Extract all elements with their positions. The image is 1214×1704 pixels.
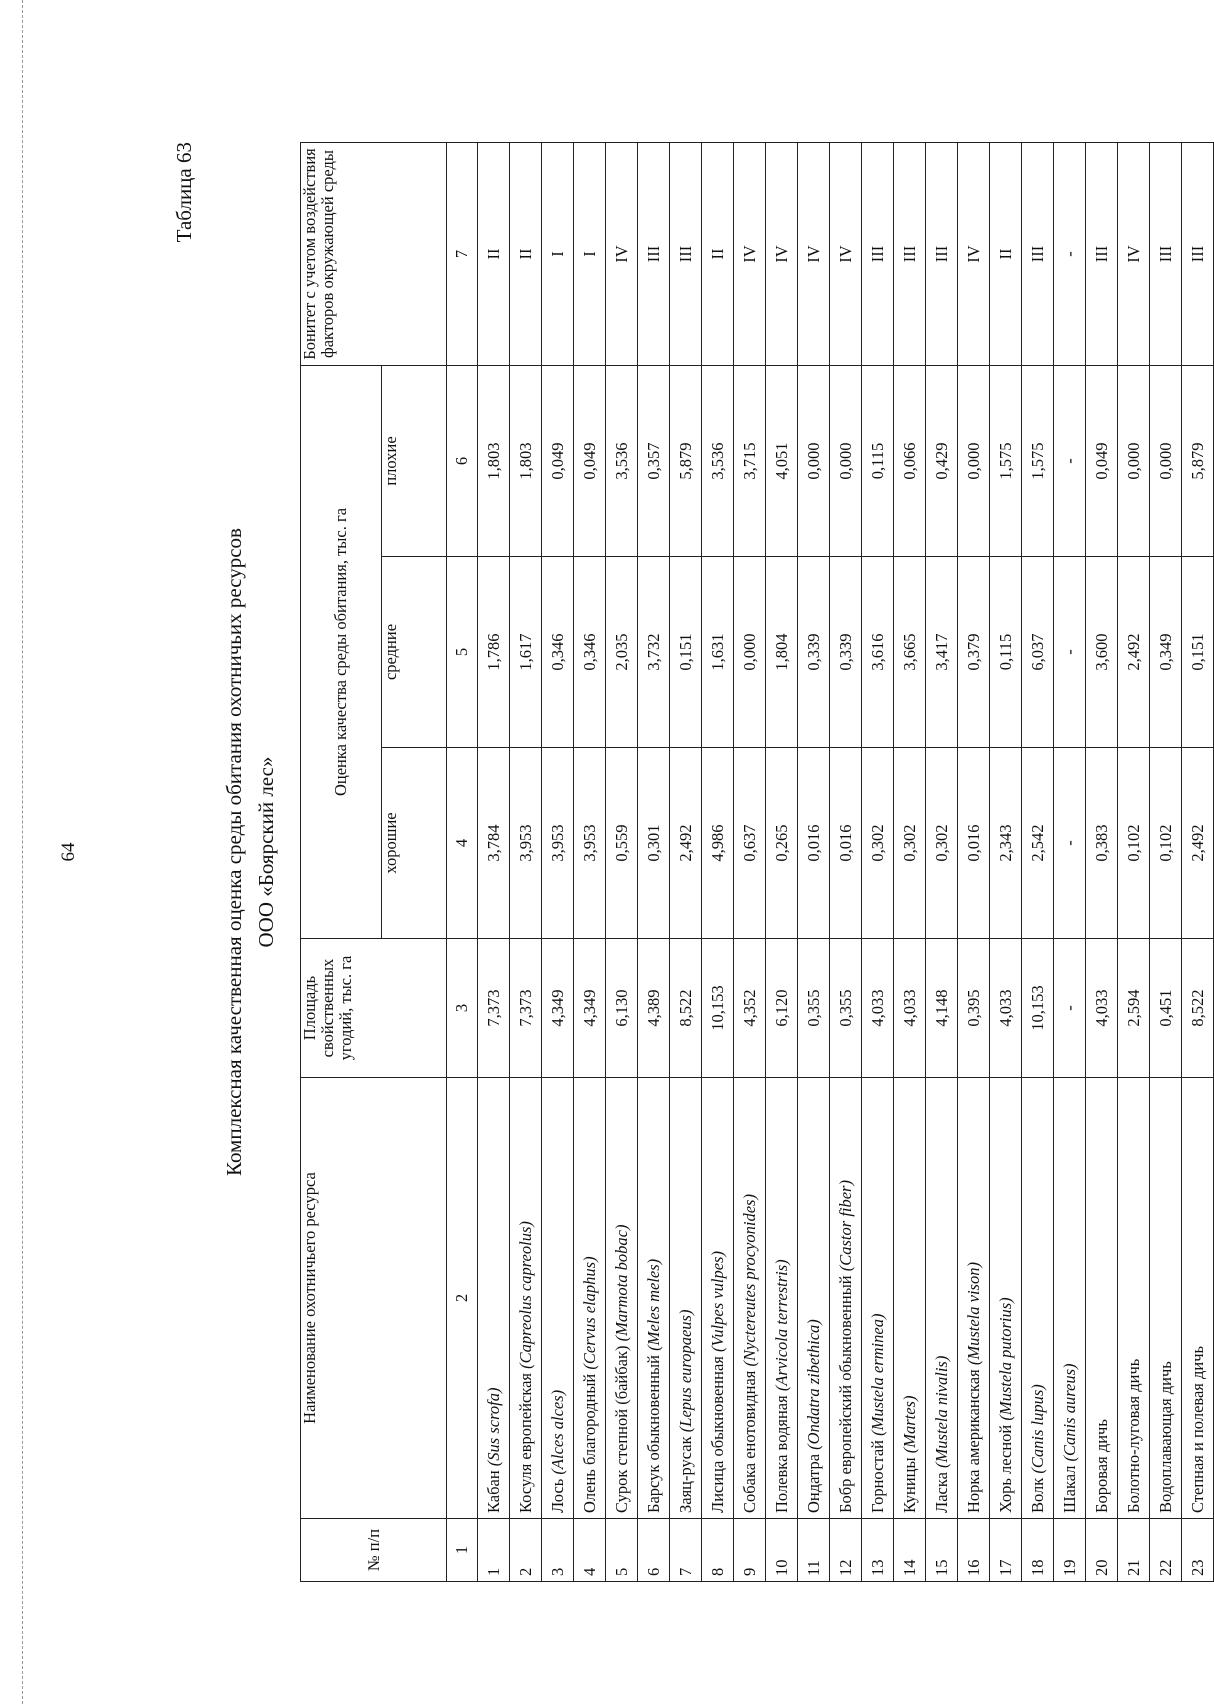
table-row [510, 143, 542, 1582]
good-value: 0,302 [926, 748, 958, 939]
row-number: 11 [798, 1519, 830, 1582]
bonitet-value: IV [766, 143, 798, 366]
row-number: 8 [702, 1519, 734, 1582]
resource-name [1022, 1078, 1054, 1519]
bad-value: 0,115 [862, 366, 894, 557]
bad-value: 0,000 [798, 366, 830, 557]
column-number: 4 [447, 748, 478, 939]
resource-name-ru: Волк [1027, 1473, 1047, 1513]
table-row [894, 143, 926, 1582]
table-row [478, 143, 510, 1582]
resource-name-latin: (Arvicola terrestris) [771, 1259, 791, 1392]
area-value: 4,033 [894, 939, 926, 1078]
medium-value: 0,339 [830, 557, 862, 748]
resource-name-latin: (Mustela vison) [963, 1262, 983, 1366]
bonitet-value: II [702, 143, 734, 366]
bonitet-value: III [894, 143, 926, 366]
table-row [734, 143, 766, 1582]
resource-name-latin: (Cervus elaphus) [579, 1256, 599, 1370]
resource-name-ru: Ондатра [803, 1449, 823, 1513]
resource-name [830, 1078, 862, 1519]
good-value: 2,343 [990, 748, 1022, 939]
bad-value: 1,575 [990, 366, 1022, 557]
row-number: 20 [1086, 1519, 1118, 1582]
area-value: 7,373 [510, 939, 542, 1078]
good-value: 0,016 [958, 748, 990, 939]
bad-value: 5,879 [1182, 366, 1214, 557]
bad-value: 0,049 [1086, 366, 1118, 557]
bad-value: 0,049 [542, 366, 574, 557]
bonitet-value: - [1054, 143, 1086, 366]
row-number: 3 [542, 1519, 574, 1582]
header-good: хорошие [382, 748, 447, 939]
resource-name-ru: Горностай [867, 1435, 887, 1513]
resource-name-latin: (Lepus europaeus) [675, 1309, 695, 1433]
area-value: 0,451 [1150, 939, 1182, 1078]
bad-value: 3,536 [702, 366, 734, 557]
medium-value: 1,786 [478, 557, 510, 748]
table-row [766, 143, 798, 1582]
bonitet-value: I [542, 143, 574, 366]
resource-name-ru: Кабан [483, 1466, 503, 1513]
medium-value: 6,037 [1022, 557, 1054, 748]
area-value: 4,033 [1086, 939, 1118, 1078]
resource-name-ru: Ласка [931, 1467, 951, 1513]
bonitet-value: IV [1118, 143, 1150, 366]
bad-value: 3,715 [734, 366, 766, 557]
resource-name [862, 1078, 894, 1519]
resource-name-ru: Полевка водяная [771, 1391, 791, 1513]
resource-name-ru: Куницы [899, 1453, 919, 1513]
area-value: 4,352 [734, 939, 766, 1078]
bad-value: 0,000 [1118, 366, 1150, 557]
resource-name [1150, 1078, 1182, 1519]
bonitet-value: IV [958, 143, 990, 366]
bonitet-value: III [638, 143, 670, 366]
table-label: Таблица 63 [172, 142, 196, 243]
bonitet-value: IV [606, 143, 638, 366]
good-value: 0,302 [862, 748, 894, 939]
page-number: 64 [58, 842, 79, 862]
area-value: 4,148 [926, 939, 958, 1078]
good-value: 0,102 [1118, 748, 1150, 939]
header-bad: плохие [382, 366, 447, 557]
resource-name-ru: Болотно-луговая дичь [1123, 1358, 1143, 1513]
header-quality: Оценка качества среды обитания, тыс. га [301, 366, 382, 939]
resource-name [990, 1078, 1022, 1519]
medium-value: - [1054, 557, 1086, 748]
table-row [1086, 143, 1118, 1582]
bonitet-value: IV [830, 143, 862, 366]
resource-name-latin: (Canis aureus) [1059, 1363, 1079, 1462]
table-row [606, 143, 638, 1582]
medium-value: 1,617 [510, 557, 542, 748]
table-row [1118, 143, 1150, 1582]
resource-name [574, 1078, 606, 1519]
row-number: 4 [574, 1519, 606, 1582]
area-value: 0,395 [958, 939, 990, 1078]
medium-value: 3,732 [638, 557, 670, 748]
resource-name-latin: (Mustela erminea) [867, 1313, 887, 1436]
area-value: 4,349 [574, 939, 606, 1078]
medium-value: 3,600 [1086, 557, 1118, 748]
area-value: 4,033 [862, 939, 894, 1078]
bonitet-value: III [670, 143, 702, 366]
good-value: 3,953 [542, 748, 574, 939]
bonitet-value: III [926, 143, 958, 366]
bad-value: - [1054, 366, 1086, 557]
bonitet-value: III [1182, 143, 1214, 366]
resource-name-ru: Сурок степной (байбак) [611, 1341, 631, 1513]
good-value: - [1054, 748, 1086, 939]
medium-value: 2,035 [606, 557, 638, 748]
table-row [1022, 143, 1054, 1582]
resource-name [638, 1078, 670, 1519]
good-value: 2,492 [1182, 748, 1214, 939]
medium-value: 0,151 [670, 557, 702, 748]
good-value: 3,784 [478, 748, 510, 939]
bad-value: 0,000 [830, 366, 862, 557]
row-number: 12 [830, 1519, 862, 1582]
medium-value: 0,339 [798, 557, 830, 748]
bad-value: 5,879 [670, 366, 702, 557]
medium-value: 1,631 [702, 557, 734, 748]
column-number: 5 [447, 557, 478, 748]
table-row [926, 143, 958, 1582]
area-value: 8,522 [1182, 939, 1214, 1078]
table-row [670, 143, 702, 1582]
resource-name [1182, 1078, 1214, 1519]
good-value: 2,492 [670, 748, 702, 939]
medium-value: 3,665 [894, 557, 926, 748]
bonitet-value: III [862, 143, 894, 366]
column-number: 7 [447, 143, 478, 366]
header-name: Наименование охотничьего ресурса [301, 1078, 447, 1519]
resource-name [958, 1078, 990, 1519]
table-row [990, 143, 1022, 1582]
header-num: № п/п [301, 1519, 447, 1582]
row-number: 15 [926, 1519, 958, 1582]
resource-name-ru: Косуля европейская [515, 1368, 535, 1513]
row-number: 5 [606, 1519, 638, 1582]
title-line-1: Комплексная качественная оценка среды обитания охотничьих ресурсов [222, 528, 246, 1176]
bad-value: 0,000 [1150, 366, 1182, 557]
table-row [574, 143, 606, 1582]
row-number: 21 [1118, 1519, 1150, 1582]
habitat-table [300, 142, 1214, 1582]
bonitet-value: I [574, 143, 606, 366]
resource-name-ru: Барсук обыкновенный [643, 1350, 663, 1513]
medium-value: 0,349 [1150, 557, 1182, 748]
table-row [1054, 143, 1086, 1582]
good-value: 2,542 [1022, 748, 1054, 939]
column-number: 2 [447, 1078, 478, 1519]
resource-name-latin: (Mustela putorius) [995, 1297, 1015, 1421]
resource-name [734, 1078, 766, 1519]
resource-name-latin: (Canis lupus) [1027, 1384, 1047, 1474]
bonitet-value: III [1150, 143, 1182, 366]
good-value: 0,637 [734, 748, 766, 939]
medium-value: 0,151 [1182, 557, 1214, 748]
area-value: 2,594 [1118, 939, 1150, 1078]
row-number: 16 [958, 1519, 990, 1582]
table-row [702, 143, 734, 1582]
resource-name-ru: Олень благородный [579, 1369, 599, 1513]
table-container [300, 142, 1214, 1582]
good-value: 0,102 [1150, 748, 1182, 939]
row-number: 10 [766, 1519, 798, 1582]
table-row [1150, 143, 1182, 1582]
resource-name-latin: (Nyctereutes procyonides) [739, 1194, 759, 1367]
bad-value: 1,803 [478, 366, 510, 557]
table-row [1182, 143, 1214, 1582]
area-value: 6,120 [766, 939, 798, 1078]
table-row [542, 143, 574, 1582]
bonitet-value: II [478, 143, 510, 366]
row-number: 17 [990, 1519, 1022, 1582]
bad-value: 0,429 [926, 366, 958, 557]
title-line-2: ООО «Боярский лес» [254, 756, 278, 948]
row-number: 19 [1054, 1519, 1086, 1582]
row-number: 6 [638, 1519, 670, 1582]
resource-name-ru: Лисица обыкновенная [707, 1352, 727, 1513]
row-number: 2 [510, 1519, 542, 1582]
column-number: 3 [447, 939, 478, 1078]
row-number: 22 [1150, 1519, 1182, 1582]
area-value: 4,389 [638, 939, 670, 1078]
row-number: 1 [478, 1519, 510, 1582]
header-area: Площадь свойственных угодий, тыс. га [301, 939, 447, 1078]
bad-value: 0,000 [958, 366, 990, 557]
bad-value: 3,536 [606, 366, 638, 557]
area-value: - [1054, 939, 1086, 1078]
resource-name-ru: Заяц-русак [675, 1432, 695, 1513]
bonitet-value: IV [734, 143, 766, 366]
resource-name [926, 1078, 958, 1519]
resource-name-latin: (Mustela nivalis) [931, 1355, 951, 1468]
table-row [958, 143, 990, 1582]
bonitet-value: III [1022, 143, 1054, 366]
header-row-1 [301, 143, 382, 1582]
resource-name-latin: (Alces alces) [547, 1389, 567, 1475]
resource-name-latin: (Meles meles) [643, 1258, 663, 1351]
resource-name-latin: (Ondatra zibethica) [803, 1319, 823, 1450]
resource-name [1054, 1078, 1086, 1519]
area-value: 6,130 [606, 939, 638, 1078]
good-value: 0,265 [766, 748, 798, 939]
resource-name [894, 1078, 926, 1519]
table-row [798, 143, 830, 1582]
bad-value: 0,357 [638, 366, 670, 557]
resource-name-ru: Шакал [1059, 1461, 1079, 1513]
resource-name [478, 1078, 510, 1519]
bad-value: 1,803 [510, 366, 542, 557]
bonitet-value: II [510, 143, 542, 366]
good-value: 0,016 [830, 748, 862, 939]
resource-name [766, 1078, 798, 1519]
row-number: 9 [734, 1519, 766, 1582]
area-value: 7,373 [478, 939, 510, 1078]
table-header [301, 143, 478, 1582]
good-value: 0,301 [638, 748, 670, 939]
medium-value: 0,000 [734, 557, 766, 748]
bonitet-value: II [990, 143, 1022, 366]
medium-value: 3,616 [862, 557, 894, 748]
resource-name [670, 1078, 702, 1519]
bad-value: 0,049 [574, 366, 606, 557]
medium-value: 0,346 [574, 557, 606, 748]
area-value: 0,355 [830, 939, 862, 1078]
area-value: 0,355 [798, 939, 830, 1078]
resource-name-ru: Степная и полевая дичь [1187, 1345, 1207, 1513]
good-value: 3,953 [510, 748, 542, 939]
resource-name-latin: (Castor fiber) [835, 1180, 855, 1272]
resource-name-latin: (Capreolus capreolus) [515, 1221, 535, 1369]
area-value: 8,522 [670, 939, 702, 1078]
medium-value: 0,379 [958, 557, 990, 748]
resource-name [606, 1078, 638, 1519]
medium-value: 0,115 [990, 557, 1022, 748]
resource-name-latin: (Marmota bobac) [611, 1224, 631, 1342]
bad-value: 1,575 [1022, 366, 1054, 557]
medium-value: 2,492 [1118, 557, 1150, 748]
area-value: 4,349 [542, 939, 574, 1078]
resource-name-ru: Норка американская [963, 1365, 983, 1513]
good-value: 4,986 [702, 748, 734, 939]
resource-name [1086, 1078, 1118, 1519]
bonitet-value: III [1086, 143, 1118, 366]
medium-value: 1,804 [766, 557, 798, 748]
medium-value: 3,417 [926, 557, 958, 748]
row-number: 7 [670, 1519, 702, 1582]
bonitet-value: IV [798, 143, 830, 366]
area-value: 10,153 [702, 939, 734, 1078]
resource-name-latin: (Sus scrofa) [483, 1387, 503, 1467]
good-value: 0,016 [798, 748, 830, 939]
resource-name-ru: Собака енотовидная [739, 1366, 759, 1513]
table-row [830, 143, 862, 1582]
table-row [862, 143, 894, 1582]
resource-name [542, 1078, 574, 1519]
bad-value: 0,066 [894, 366, 926, 557]
good-value: 3,953 [574, 748, 606, 939]
medium-value: 0,346 [542, 557, 574, 748]
column-number: 1 [447, 1519, 478, 1582]
table-body [478, 143, 1214, 1582]
resource-name [1118, 1078, 1150, 1519]
document-title [218, 0, 282, 1704]
good-value: 0,559 [606, 748, 638, 939]
row-number: 14 [894, 1519, 926, 1582]
bad-value: 4,051 [766, 366, 798, 557]
resource-name-ru: Хорь лесной [995, 1420, 1015, 1513]
resource-name [702, 1078, 734, 1519]
resource-name [798, 1078, 830, 1519]
row-number: 23 [1182, 1519, 1214, 1582]
row-number: 13 [862, 1519, 894, 1582]
area-value: 4,033 [990, 939, 1022, 1078]
good-value: 0,383 [1086, 748, 1118, 939]
row-number: 18 [1022, 1519, 1054, 1582]
area-value: 10,153 [1022, 939, 1054, 1078]
resource-name [510, 1078, 542, 1519]
header-medium: средние [382, 557, 447, 748]
resource-name-ru: Лось [547, 1474, 567, 1513]
resource-name-latin: (Vulpes vulpes) [707, 1251, 727, 1352]
column-number-row [447, 143, 478, 1582]
header-bonitet: Бонитет с учетом воздействия факторов окружающей среды [301, 143, 447, 366]
resource-name-ru: Бобр европейский обыкновенный [835, 1271, 855, 1513]
resource-name-ru: Водоплавающая дичь [1155, 1361, 1175, 1513]
column-number: 6 [447, 366, 478, 557]
resource-name-ru: Боровая дичь [1091, 1419, 1111, 1513]
good-value: 0,302 [894, 748, 926, 939]
table-row [638, 143, 670, 1582]
resource-name-latin: (Martes) [899, 1395, 919, 1454]
